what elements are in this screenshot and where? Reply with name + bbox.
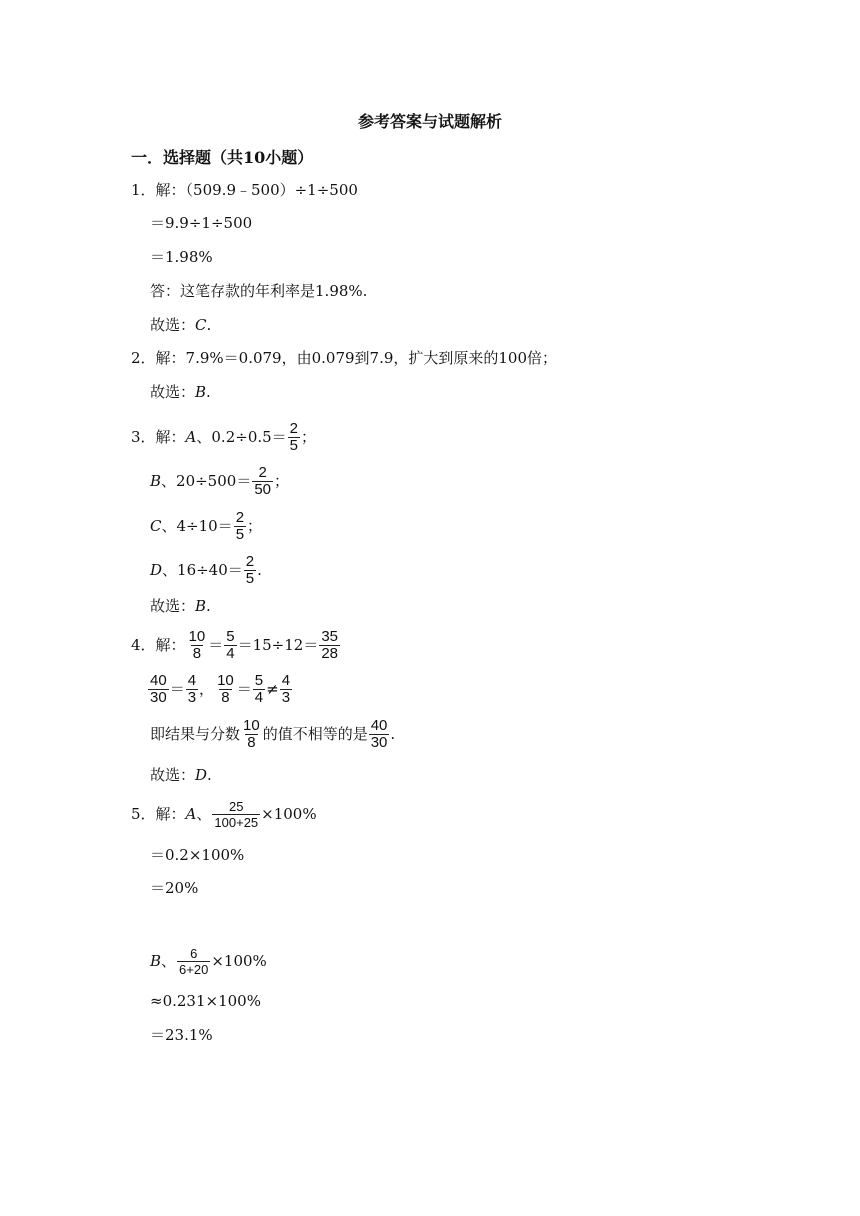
fraction (187, 629, 208, 662)
page-title: 参考答案与试题解析 (357, 112, 502, 131)
denominator: 4 (254, 688, 264, 706)
choice-label: 故选： (150, 383, 196, 401)
numerator: 2 (258, 463, 267, 481)
q4-choice (150, 764, 212, 786)
option-expr: 、4÷10＝ (161, 517, 233, 535)
q3-prefix: 3．解： (131, 428, 186, 446)
q3-option-a (131, 420, 316, 454)
fraction (224, 629, 236, 662)
denominator: 30 (370, 733, 388, 751)
numerator: 10 (217, 671, 234, 689)
fraction (241, 718, 262, 751)
numerator: 2 (235, 508, 245, 526)
numerator: 5 (254, 671, 264, 689)
q3-option-c (150, 509, 262, 543)
option-letter: C (150, 517, 162, 535)
choice-letter: C (195, 316, 207, 334)
q4-end: . (390, 725, 396, 743)
choice-end: . (206, 597, 211, 615)
option-letter: A (185, 805, 197, 823)
numerator: 35 (321, 627, 339, 645)
fraction (234, 510, 246, 543)
denominator: 5 (289, 436, 299, 454)
q5-option-b (150, 944, 267, 978)
numerator: 25 (229, 798, 244, 814)
q1-choice (150, 314, 211, 336)
choice-label: 故选： (150, 316, 196, 334)
fraction (186, 673, 198, 706)
choice-letter: B (195, 597, 207, 615)
q1-line-1: 1．解：（509.9﹣500）÷1÷500 (131, 181, 358, 199)
separator: 、 (161, 952, 177, 970)
choice-end: . (206, 316, 212, 334)
denominator: 3 (281, 688, 291, 706)
option-letter: D (150, 561, 163, 579)
option-end: ； (247, 517, 263, 535)
q3-choice (150, 595, 211, 617)
numerator: 2 (289, 419, 299, 437)
q1-answer-statement: 答：这笔存款的年利率是1.98%. (150, 282, 368, 300)
denominator: 5 (245, 569, 255, 587)
choice-end: . (206, 383, 211, 401)
equals: ＝ (208, 636, 224, 654)
option-letter: A (185, 428, 197, 446)
denominator: 5 (235, 525, 245, 543)
q5-option-a (131, 797, 317, 831)
q5-a-line-3: ＝20% (150, 879, 199, 897)
denominator: 100+25 (214, 814, 259, 830)
option-letter: B (150, 472, 162, 490)
option-expr: ×100% (211, 952, 267, 970)
denominator: 8 (247, 733, 256, 751)
numerator: 4 (281, 671, 291, 689)
numerator: 10 (188, 627, 206, 645)
fraction (369, 718, 390, 751)
numerator: 10 (243, 716, 260, 734)
q1-line-2: ＝9.9÷1÷500 (150, 214, 253, 232)
q3-option-d (150, 553, 262, 587)
q4-line-1 (131, 628, 341, 662)
q2-choice (150, 381, 211, 403)
middle-expr: ＝15÷12＝ (237, 636, 319, 654)
option-letter: B (150, 952, 162, 970)
q5-b-line-3: ＝23.1% (150, 1026, 213, 1044)
separator: 、 (196, 805, 212, 823)
option-end: ； (274, 472, 290, 490)
fraction (319, 629, 340, 662)
equals: ＝ (236, 680, 252, 698)
option-expr: ×100% (261, 805, 317, 823)
q5-b-line-2: ≈0.231×100% (150, 992, 261, 1010)
q4-text: 的值不相等的是 (262, 725, 368, 743)
fraction (212, 799, 260, 830)
fraction (148, 673, 169, 706)
not-equals: ≠ (266, 680, 279, 698)
fraction (215, 673, 236, 706)
q5-prefix: 5．解： (131, 805, 186, 823)
equals: ＝ (169, 680, 185, 698)
choice-label: 故选： (150, 766, 196, 784)
q4-prefix: 4．解： (131, 636, 186, 654)
numerator: 4 (187, 671, 197, 689)
denominator: 8 (221, 688, 230, 706)
denominator: 3 (187, 688, 197, 706)
option-expr: 、20÷500＝ (161, 472, 252, 490)
q4-text: 即结果与分数 (150, 725, 241, 743)
fraction (280, 673, 292, 706)
fraction (252, 465, 273, 498)
fraction (244, 554, 256, 587)
numerator: 2 (245, 552, 255, 570)
denominator: 50 (254, 480, 272, 498)
q3-option-b (150, 464, 289, 498)
choice-letter: B (195, 383, 207, 401)
denominator: 8 (192, 644, 202, 662)
option-expr: 、16÷40＝ (162, 561, 243, 579)
choice-end: . (207, 766, 212, 784)
denominator: 4 (226, 644, 235, 662)
fraction (253, 673, 265, 706)
numerator: 6 (190, 945, 198, 961)
denominator: 30 (150, 688, 167, 706)
numerator: 5 (226, 627, 235, 645)
section-heading: 一．选择题（共10小题） (131, 148, 314, 167)
separator: ， (199, 680, 215, 698)
option-end: . (257, 561, 262, 579)
fraction (177, 946, 210, 977)
numerator: 40 (150, 671, 167, 689)
fraction (288, 421, 300, 454)
denominator: 28 (321, 644, 339, 662)
numerator: 40 (370, 716, 388, 734)
q2-line-1: 2．解：7.9%＝0.079，由0.079到7.9，扩大到原来的100倍； (131, 349, 558, 367)
choice-letter: D (195, 766, 208, 784)
option-expr: 、0.2÷0.5＝ (196, 428, 287, 446)
q4-line-2 (147, 672, 293, 706)
choice-label: 故选： (150, 597, 196, 615)
q5-a-line-2: ＝0.2×100% (150, 846, 245, 864)
q1-line-3: ＝1.98% (150, 248, 213, 266)
option-end: ； (301, 428, 317, 446)
q4-line-3 (150, 717, 395, 751)
denominator: 6+20 (179, 961, 209, 977)
